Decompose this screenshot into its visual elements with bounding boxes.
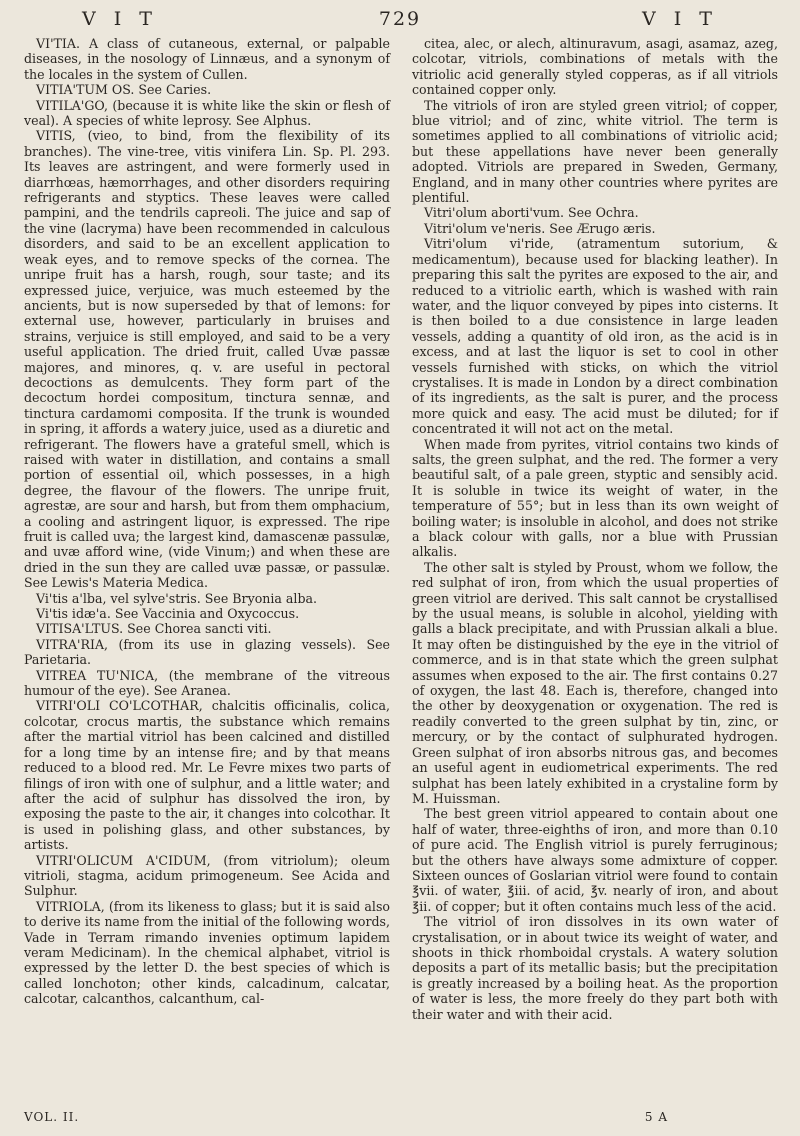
dictionary-entry: VI'TIA. A class of cutaneous, external, or palpable diseases, in the nosology of Linnæus, and a synonym of the locales in the system of Cullen. [24, 36, 390, 82]
dictionary-entry: citea, alec, or alech, altinuravum, asagi, asamaz, azeg, colcotar, vitriols, combinations of metals with the vitriolic acid generally styled copperas, as if all vitriols contained copper only. [412, 36, 778, 98]
dictionary-entry: Vi'tis a'lba, vel sylve'stris. See Bryonia alba. [36, 590, 318, 606]
dictionary-entry: VITRI'OLI CO'LCOTHAR, chalcitis officinalis, colica, colcotar, crocus martis, the substance which remains after the martial vitriol has been calcined and distilled for a long time by an intense fire; and by that means reduced to a blood red. Mr. Le Fevre mixes two parts of filings of iron with one of sulphur, and a little water; and after the acid of sulphur has dissolved the iron, by exposing the paste to the air, it changes into colcothar. It is used in polishing glass, and other substances, by artists. [24, 698, 390, 853]
dictionary-entry: VITILA'GO, (because it is white like the skin or flesh of veal). A species of white leprosy. See Alphus. [24, 97, 390, 129]
dictionary-entry: VITISA'LTUS. See Chorea sancti viti. [36, 621, 272, 637]
dictionary-entry: VITRI'OLICUM A'CIDUM, (from vitriolum); oleum vitrioli, stagma, acidum primogeneum. See Acida and Sulphur. [24, 852, 390, 899]
signature-mark: 5 A [644, 1110, 668, 1124]
dictionary-entry: The vitriol of iron dissolves in its own water of crystalisation, or in about twice its weight of water, and shoots in thick rhomboidal crystals. A watery solution deposits a part of its metallic basis; but the precipitation is greatly increased by a boiling heat. As the proportion of water is less, the more freely do they part both with their water and with their acid. [412, 914, 778, 1022]
left-column [24, 36, 390, 1022]
dictionary-entry: VITRIOLA, (from its likeness to glass; but it is said also to derive its name from the initial of the following words, Vade in Terram rimando invenies optimum lapidem veram Medicinam). In the chemical alphabet, vitriol is expressed by the letter D. the best species of which is called lonchoton; other kinds, calcadinum, calcatar, calcotar, calcanthos, calcanthum, cal- [24, 898, 390, 1007]
dictionary-entry: Vitri'olum aborti'vum. See Ochra. [424, 205, 639, 221]
dictionary-entry: The vitriols of iron are styled green vitriol; of copper, blue vitriol; and of zinc, white vitriol. The term is sometimes applied to all combinations of vitriolic acid; but these appellations have never been generally adopted. Vitriols are prepared in Sweden, Germany, England, and in many other countries where pyrites are plentiful. [412, 97, 778, 206]
dictionary-entry: VITREA TU'NICA, (the membrane of the vitreous humour of the eye). See Aranea. [24, 667, 390, 699]
page-number: 729 [378, 8, 422, 30]
header-left: V I T [82, 8, 158, 30]
dictionary-entry: Vitri'olum vi'ride, (atramentum sutorium, & medicamentum), because used for blacking leather). In preparing this salt the pyrites are exposed to the air, and reduced to a vitriolic earth, which is washed with rain water, and the liquor conveyed by pipes into cisterns. It is then boiled to a due consistence in large leaden vessels, adding a quantity of old iron, as the acid is in excess, and at last the liquor is set to cool in other vessels furnished with sticks, on which the vitriol crystalises. It is made in London by a direct combination of its ingredients, as the salt is purer, and the process more quick and easy. The acid must be diluted; for if concentrated it will not act on the metal. [412, 236, 778, 437]
dictionary-entry: The best green vitriol appeared to contain about one half of water, three-eighths of iron, and more than 0.10 of pure acid. The English vitriol is purely ferruginous; but the others have always some admixture of copper. Sixteen ounces of Goslarian vitriol were found to contain ℥vii. of water, ℥iii. of acid, ℥v. nearly of iron, and about ℥ii. of copper; but it often contains much less of the acid. [412, 806, 778, 914]
header-right: V I T [642, 8, 718, 30]
dictionary-entry: Vi'tis idæ'a. See Vaccinia and Oxycoccus. [36, 606, 300, 622]
right-column [412, 36, 778, 1022]
running-header [24, 6, 778, 32]
dictionary-entry: Vitri'olum ve'neris. See Ærugo æris. [424, 220, 656, 236]
dictionary-entry: VITIS, (vieo, to bind, from the flexibility of its branches). The vine-tree, vitis vinifera Lin. Sp. Pl. 293. Its leaves are astringent, and were formerly used in diarrhœas, hæmorrhages, and other disorders requiring refrigerants and styptics. These leaves were called pampini, and the tendrils capreoli. The juice and sap of the vine (lacryma) have been recommended in calculous disorders, and said to be an excellent application to weak eyes, and to remove specks of the cornea. The unripe fruit has a harsh, rough, sour taste; and its expressed juice, verjuice, was much esteemed by the ancients, but is now superseded by that of lemons: for external use, however, particularly in bruises and strains, verjuice is still employed, and said to be a very useful application. The dried fruit, called Uvæ passæ majores, and minores, q. v. are useful in pectoral decoctions as demulcents. They form part of the decoctum hordei compositum, tinctura sennæ, and tinctura cardamomi composita. If the trunk is wounded in spring, it affords a watery juice, used as a diuretic and refrigerant. The flowers have a grateful smell, which is raised with water in distillation, and contains a small portion of essential oil, which possesses, in a high degree, the flavour of the flowers. The unripe fruit, agrestæ, are sour and harsh, but from them omphacium, a cooling and astringent liquor, is expressed. The ripe fruit is called uva; the largest kind, damascenæ passulæ, and uvæ afford wine, (vide Vinum;) and when these are dried in the sun they are called uvæ passæ, or passulæ. See Lewis's Materia Medica. [24, 128, 390, 591]
two-column-body [24, 36, 778, 1022]
page-footer [24, 1110, 778, 1124]
dictionary-entry: The other salt is styled by Proust, whom we follow, the red sulphat of iron, from which the usual properties of green vitriol are derived. This salt cannot be crystallised by the usual means, is soluble in alcohol, yielding with galls a black precipitate, and with Prussian alkali a blue. It may often be distinguished by the eye in the vitriol of commerce, and is in that state which the green sulphat assumes when exposed to the air. The first contains 0.27 of oxygen, the last 48. Each is, therefore, changed into the other by deoxygenation or oxygenation. The red is readily converted to the green sulphat by tin, zinc, or mercury, or by the contact of sulphurated hydrogen. Green sulphat of iron absorbs nitrous gas, and becomes an useful agent in eudiometrical experiments. The red sulphat has been lately exhibited in a crystaline form by M. Huissman. [412, 559, 778, 806]
dictionary-entry: VITIA'TUM OS. See Caries. [36, 82, 212, 98]
dictionary-entry: VITRA'RIA, (from its use in glazing vessels). See Parietaria. [24, 636, 390, 668]
volume-label: VOL. II. [24, 1110, 80, 1124]
dictionary-entry: When made from pyrites, vitriol contains two kinds of salts, the green sulphat, and the red. The former a very beautiful salt, of a pale green, styptic and sensibly acid. It is soluble in twice its weight of water, in the temperature of 55°; but in less than its own weight of boiling water; is insoluble in alcohol, and does not strike a black colour with galls, nor a blue with Prussian alkalis. [412, 436, 778, 560]
